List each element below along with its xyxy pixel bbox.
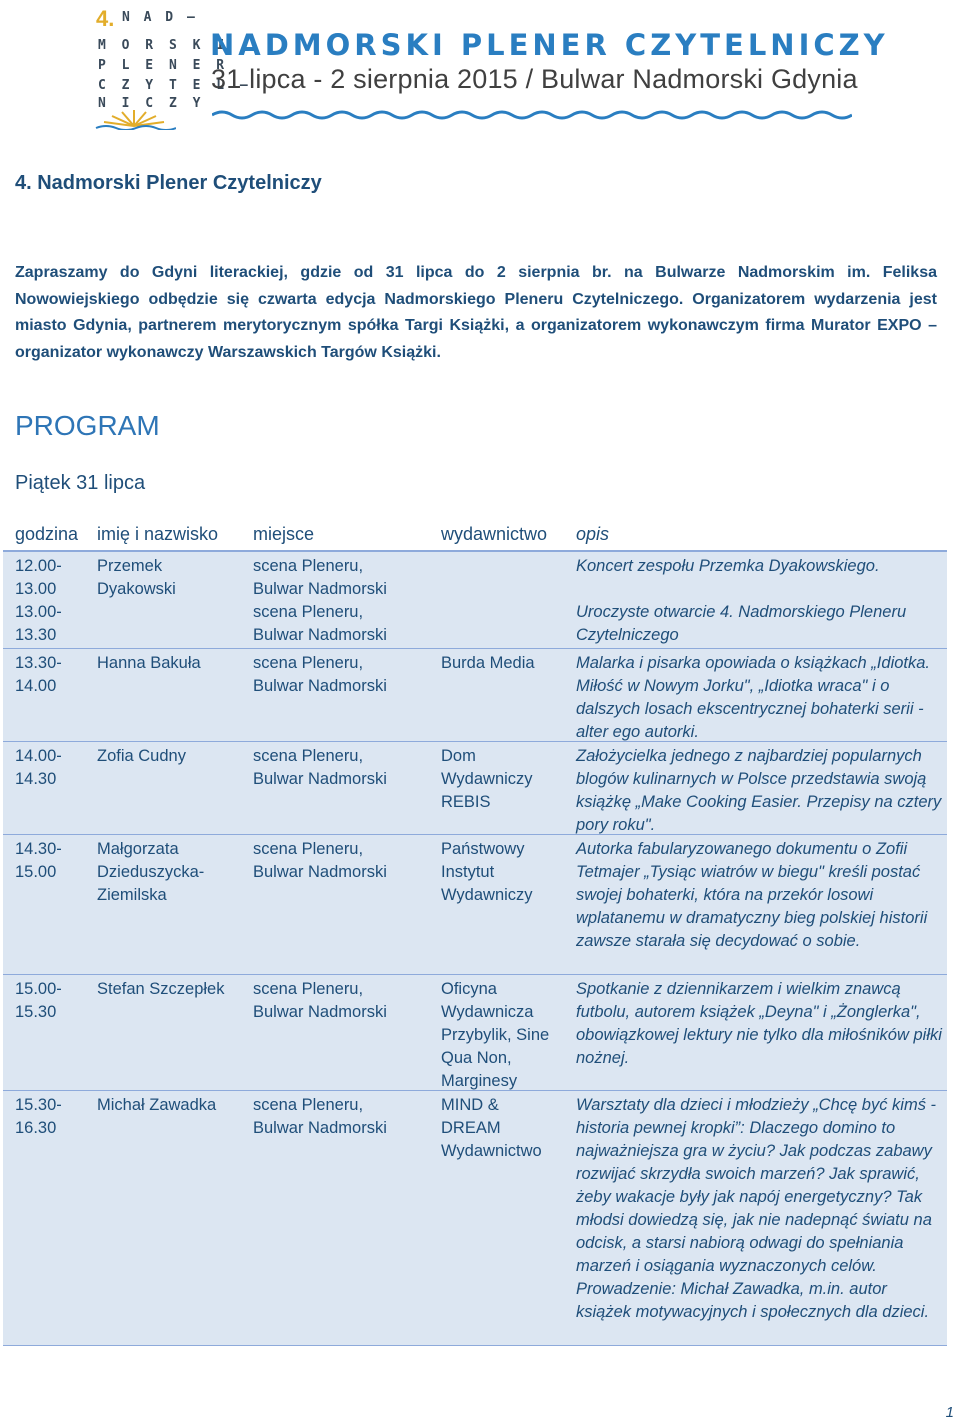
row-description: Malarka i pisarka opowiada o książkach „Idiotka. Miłość w Nowym Jorku", „Idiotka wraca" i o dalszych losach ekscentrycznej bohaterki serii - alter ego autorki. [576,654,931,741]
row-name: Małgorzata Dzieduszycka- Ziemilska [97,840,205,904]
row-description: Warsztaty dla dzieci i młodzieży „Chcę być kimś - historia pewnej kropki”: Dlaczego domino to najważniejsza gra w życiu? Jak podczas zabawy rozwijać skrzydła swoich marzeń? Jak sprawić, żeby wakacje były jak napój energetyczny? Tak młodsi dowiedzą się, jak nie nadepnąć światu na odcisk, a starsi nabiorą odwagi do spełniania marzeń i osiągania wyznaczonych celów. Prowadzenie: Michał Zawadka, m.in. autor książek motywacyjnych i społecznych dla dzieci. [576,1096,937,1321]
row-place: scena Pleneru, Bulwar Nadmorski [253,1096,387,1137]
row-publisher: Oficyna Wydawnicza Przybylik, Sine Qua Non, Marginesy [441,980,550,1090]
logo-line-4: C Z Y T E L – [98,78,252,93]
header-time: godzina [15,524,79,544]
row-description: Spotkanie z dziennikarzem i wielkim znawcą futbolu, autorem książek „Deyna" i „Żonglerka", obowiązkowej lektury nie tylko dla miłośników piłki nożnej. [576,980,942,1067]
table-header [3,520,947,552]
row-place: scena Pleneru, Bulwar Nadmorski [253,603,387,644]
program-heading: PROGRAM [15,410,160,441]
row-time: 12.00- 13.00 [15,557,62,598]
row-place: scena Pleneru, Bulwar Nadmorski [253,980,387,1021]
table-row [3,835,947,975]
wave-decoration [212,108,852,122]
logo-line-5: N I C Z Y [98,96,205,111]
row-name: Zofia Cudny [97,747,186,765]
day-heading: Piątek 31 lipca [15,472,146,494]
logo-line-1: N A D – [122,10,198,25]
header-name: imię i nazwisko [97,524,219,544]
row-name: Przemek Dyakowski [97,557,176,598]
row-publisher: MIND & DREAM Wydawnictwo [441,1096,542,1160]
row-place: scena Pleneru, Bulwar Nadmorski [253,840,387,881]
table-row [3,975,947,1091]
table-row [3,742,947,835]
row-publisher: Dom Wydawniczy REBIS [441,747,533,811]
table-row [3,552,947,649]
page-number: 1 [945,1404,954,1421]
row-place: scena Pleneru, Bulwar Nadmorski [253,654,387,695]
row-time: 14.30- 15.00 [15,840,62,881]
festival-logo [86,6,252,128]
row-name: Michał Zawadka [97,1096,217,1114]
row-time: 13.00- 13.30 [15,603,62,644]
row-description: Autorka fabularyzowanego dokumentu o Zofii Tetmajer „Tysiąc wiatrów w biegu" kreśli postać swojej bohaterki, która na przekór losowi wplatanemu w dramatyczny bieg polskiej historii zawsze starała się decydować o sobie. [576,840,928,950]
header-subtitle: 31 lipca - 2 sierpnia 2015 / Bulwar Nadmorski Gdynia [211,64,858,94]
logo-line-2: M O R S K I [98,38,229,53]
header-place: miejsce [253,524,315,544]
row-description: Koncert zespołu Przemka Dyakowskiego. [576,557,880,575]
row-place: scena Pleneru, Bulwar Nadmorski [253,747,387,788]
row-time: 15.00- 15.30 [15,980,62,1021]
logo-line-3: P L E N E R [98,58,229,73]
row-place: scena Pleneru, Bulwar Nadmorski [253,557,387,598]
logo-number: 4. [96,6,115,31]
row-time: 15.30- 16.30 [15,1096,62,1137]
row-name: Hanna Bakuła [97,654,201,672]
header-description: opis [576,524,610,544]
header-title: NADMORSKI PLENER CZYTELNICZY [210,28,889,62]
program-table [3,520,947,1346]
table-row [3,649,947,742]
document-title: 4. Nadmorski Plener Czytelniczy [15,172,322,194]
row-publisher: Burda Media [441,654,535,672]
header-publisher: wydawnictwo [441,524,548,544]
row-name: Stefan Szczepłek [97,980,225,998]
intro-paragraph: Zapraszamy do Gdyni literackiej, gdzie od 31 lipca do 2 sierpnia br. na Bulwarze Nadmorskim im. Feliksa Nowowiejskiego odbędzie się czwarta edycja Nadmorskiego Pleneru Czytelniczego. Organizatorem wydarzenia jest miasto Gdynia, partnerem merytorycznym spółka Targi Książki, a organizatorem wykonawczym firma Murator EXPO – organizator wykonawczy Warszawskich Targów Książki. [15,264,937,361]
row-time: 13.30- 14.00 [15,654,62,695]
row-time: 14.00- 14.30 [15,747,62,788]
row-publisher: Państwowy Instytut Wydawniczy [441,840,533,904]
row-description: Założycielka jednego z najbardziej popularnych blogów kulinarnych w Polsce przedstawia swoją książkę „Make Cooking Easier. Przepisy na cztery pory roku". [576,747,942,834]
table-row [3,1091,947,1346]
row-description: Uroczyste otwarcie 4. Nadmorskiego Pleneru Czytelniczego [576,603,907,644]
sun-icon [92,106,176,130]
